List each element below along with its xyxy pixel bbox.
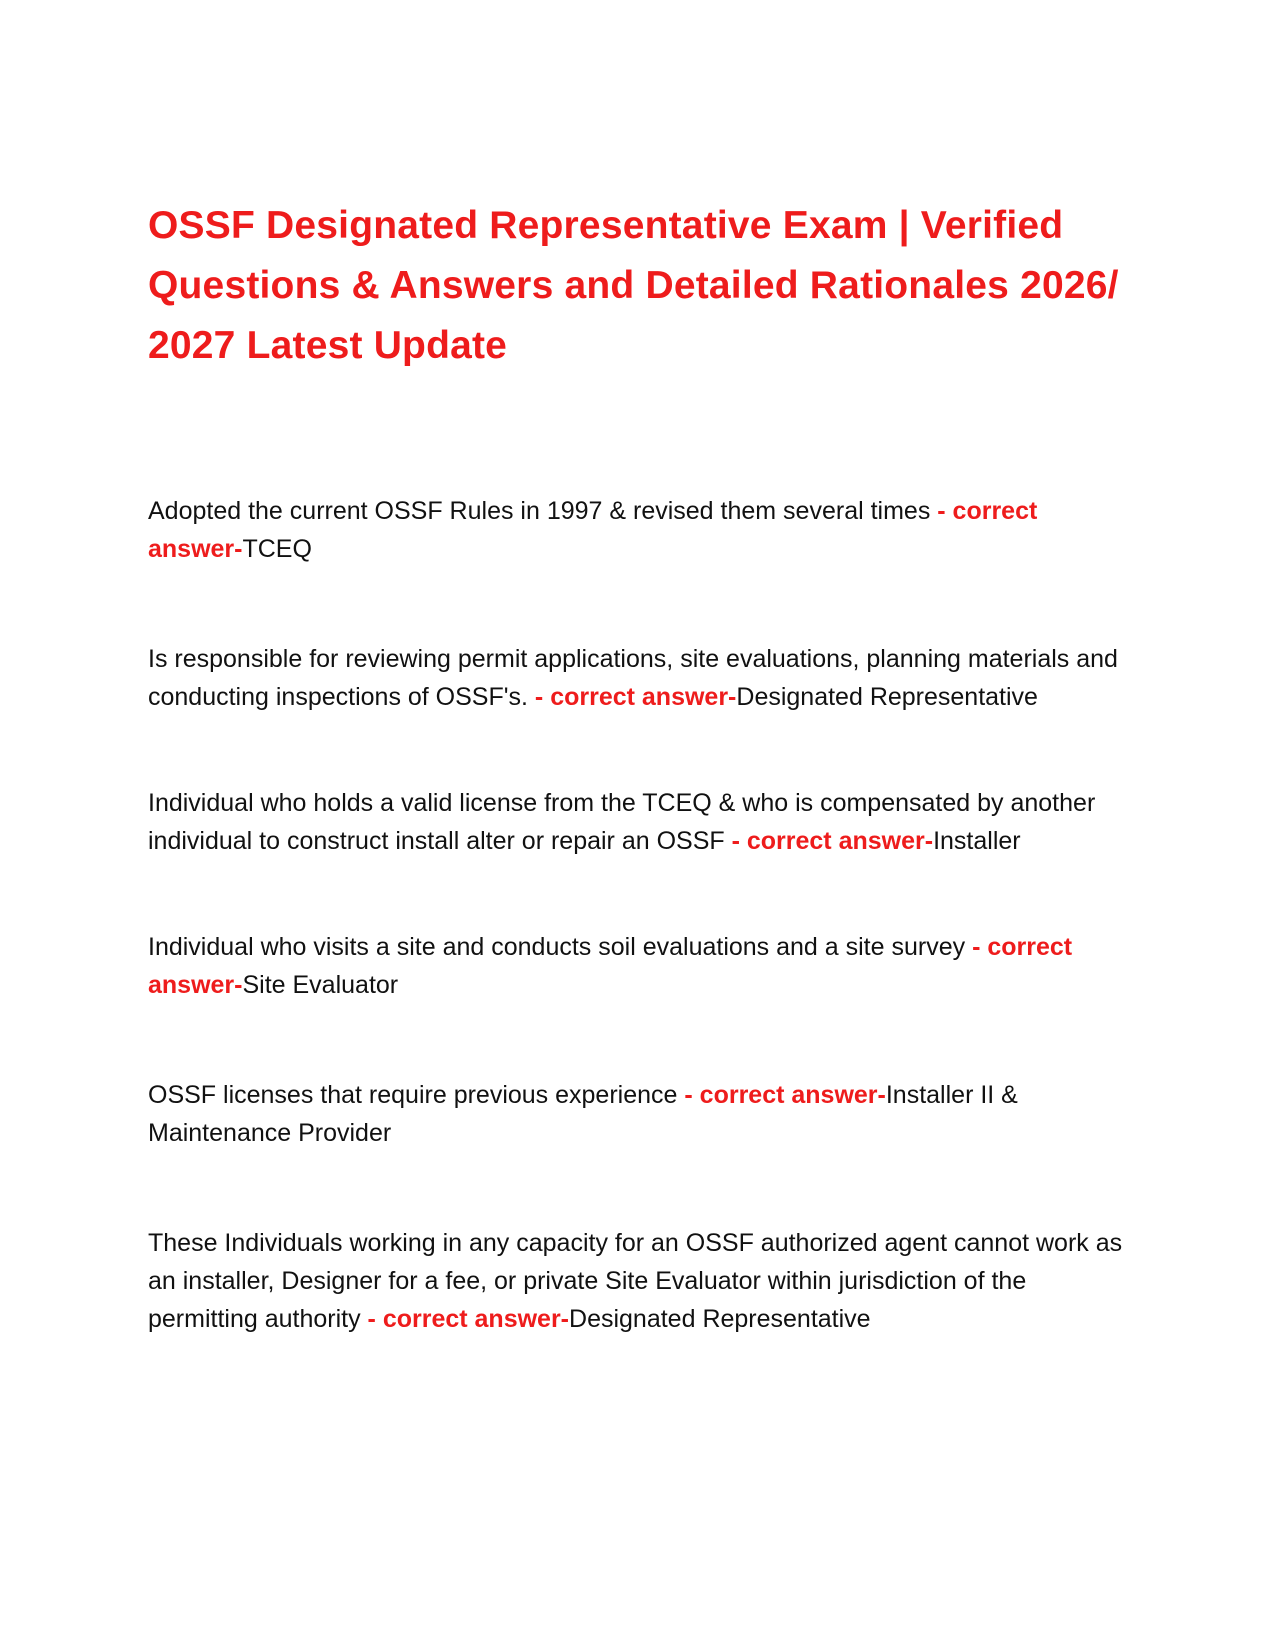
correct-answer-marker: - correct answer- — [367, 1305, 570, 1333]
question-text: Individual who visits a site and conducts soil evaluations and a site survey — [148, 933, 973, 961]
document-title: OSSF Designated Representative Exam | Verified Questions & Answers and Detailed Rationales 2026/ 2027 Latest Update — [148, 204, 1119, 367]
question-text: Individual who holds a valid license from the TCEQ & who is compensated by another individual to construct install alter or repair an OSSF — [148, 789, 1096, 855]
question-text: Is responsible for reviewing permit applications, site evaluations, planning materials and conducting inspections of OSSF's. — [148, 645, 1118, 711]
correct-answer-marker: - correct answer- — [731, 827, 934, 855]
question-text: OSSF licenses that require previous experience — [148, 1081, 685, 1109]
qa-item — [148, 928, 1138, 1004]
question-text: Adopted the current OSSF Rules in 1997 & revised them several times — [148, 497, 938, 525]
document-page — [148, 196, 1138, 1410]
correct-answer-marker: - correct answer- — [148, 933, 1073, 999]
answer-text: Site Evaluator — [242, 971, 399, 999]
qa-item — [148, 492, 1138, 568]
correct-answer-marker: - correct answer- — [148, 497, 1038, 563]
qa-item — [148, 1076, 1138, 1152]
answer-text: Installer II & Maintenance Provider — [148, 1081, 1018, 1147]
correct-answer-marker: - correct answer- — [534, 683, 737, 711]
answer-text: Designated Representative — [736, 683, 1038, 711]
qa-list — [148, 492, 1138, 1338]
answer-text: Designated Representative — [569, 1305, 871, 1333]
question-text: These Individuals working in any capacity for an OSSF authorized agent cannot work as an installer, Designer for a fee, or private Site Evaluator within jurisdiction of the permitting authority — [148, 1229, 1123, 1333]
answer-text: Installer — [933, 827, 1021, 855]
answer-text: TCEQ — [242, 535, 312, 563]
qa-item — [148, 640, 1138, 716]
qa-item — [148, 784, 1138, 860]
qa-item — [148, 1224, 1138, 1338]
correct-answer-marker: - correct answer- — [684, 1081, 886, 1109]
